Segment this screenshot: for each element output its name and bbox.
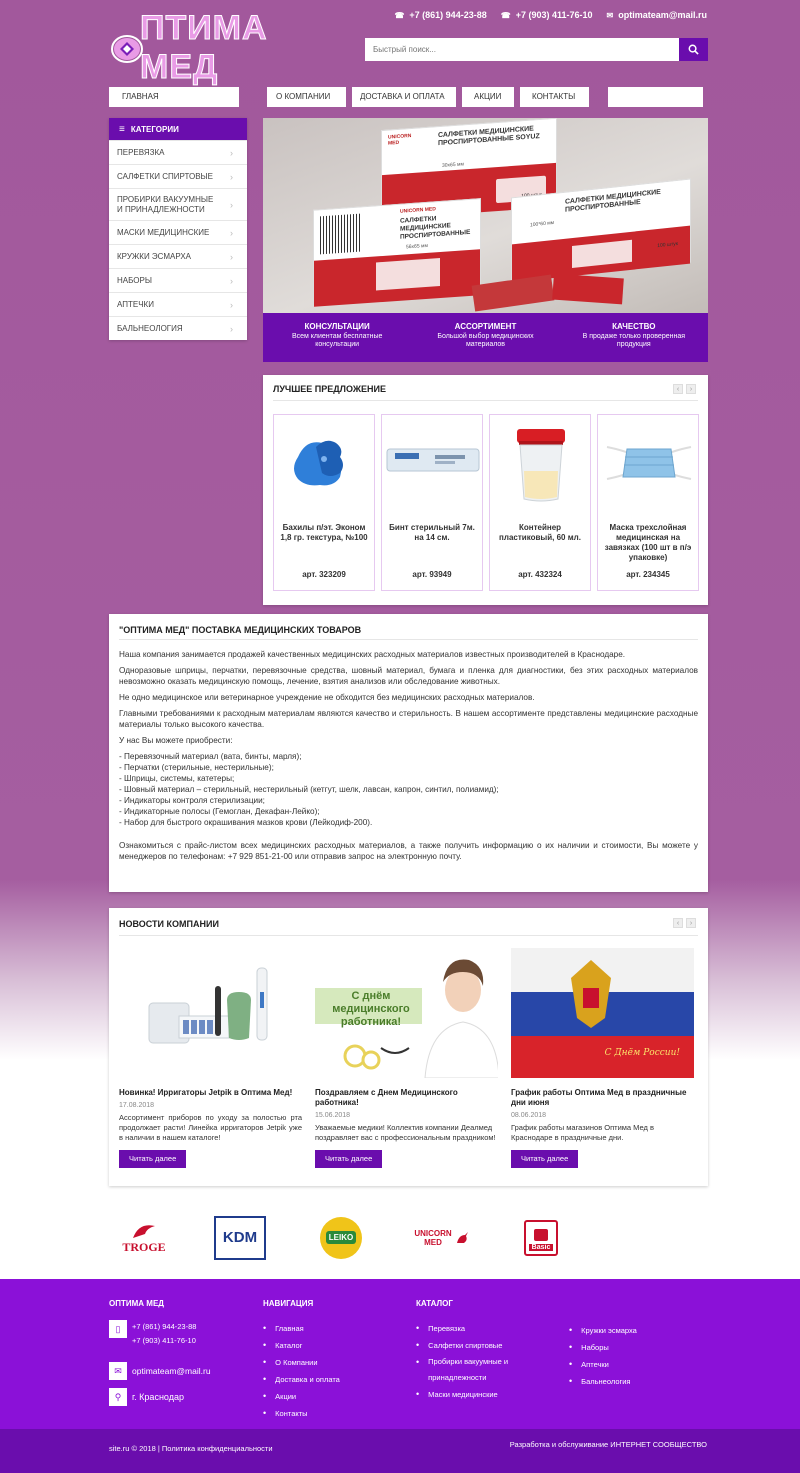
news-image-russia-day[interactable] bbox=[511, 948, 694, 1078]
footer-catalog: КАТАЛОГ • Перевязка • Салфетки спиртовые • Пробирки вакуумные и принадлежности • Маски медицинские bbox=[416, 1299, 536, 1403]
news-item bbox=[315, 948, 498, 1168]
brand-logo-leiko[interactable]: LEIKO bbox=[318, 1215, 364, 1260]
nav-contacts[interactable]: КОНТАКТЫ bbox=[520, 87, 589, 107]
list-item: - Индикаторные полосы (Гемоглан, Декафан-Лейко); bbox=[119, 807, 320, 816]
footer-phone-1[interactable]: +7 (861) 944-23-88 bbox=[132, 1322, 197, 1331]
about-title: "ОПТИМА МЕД" ПОСТАВКА МЕДИЦИНСКИХ ТОВАРОВ bbox=[119, 625, 362, 635]
nav-about[interactable]: О КОМПАНИИ bbox=[267, 87, 346, 107]
news-item-text: Уважаемые медики! Коллектив компании Деалмед поздравляет вас с профессиональным праздником! bbox=[315, 1123, 496, 1142]
banner-product-box: UNICORN MED САЛФЕТКИ МЕДИЦИНСКИЕ ПРОСПИРТОВАННЫЕ SOYUZ 30x65 мм bbox=[381, 118, 557, 218]
banner-features bbox=[263, 313, 708, 362]
nav-promo[interactable]: АКЦИИ bbox=[462, 87, 514, 107]
banner-sachet bbox=[552, 274, 624, 305]
product-name: Бинт стерильный 7м. на 14 см. bbox=[389, 523, 475, 542]
phone-1[interactable]: ☎ +7 (861) 944-23-88 bbox=[394, 10, 487, 20]
news-section bbox=[109, 908, 708, 1186]
product-name: Бахилы п/эт. Эконом 1,8 гр. текстура, №100 bbox=[280, 523, 368, 542]
news-image-medic-day[interactable] bbox=[315, 948, 498, 1078]
about-paragraph: Главными требованиями к расходным материалам являются качество и стерильность. В нашем ассортименте представлены медицинские расходные материалы только высокого качества. bbox=[119, 709, 698, 729]
footer-link[interactable]: Наборы bbox=[581, 1343, 609, 1352]
email-link[interactable]: ✉ optimateam@mail.ru bbox=[606, 10, 707, 20]
mask-image bbox=[603, 429, 695, 499]
chevron-right-icon: › bbox=[230, 227, 233, 238]
news-item-date: 08.06.2018 bbox=[511, 1112, 547, 1119]
footer-link[interactable]: Маски медицинские bbox=[428, 1390, 498, 1399]
footer-link[interactable]: Перевязка bbox=[428, 1324, 466, 1333]
mail-icon: ✉ bbox=[606, 11, 614, 20]
chevron-right-icon: › bbox=[230, 323, 233, 334]
best-offer-title: ЛУЧШЕЕ ПРЕДЛОЖЕНИЕ bbox=[273, 384, 386, 394]
footer-link[interactable]: Доставка и оплата bbox=[275, 1375, 340, 1384]
bottom-bar bbox=[0, 1429, 800, 1473]
news-item-text: График работы магазинов Оптима Мед в Краснодаре в праздничные дни. bbox=[511, 1123, 654, 1142]
sidebar-item-kits[interactable]: НАБОРЫ › bbox=[109, 268, 247, 292]
read-more-button[interactable]: Читать далее bbox=[511, 1150, 578, 1168]
best-offer-arrows bbox=[673, 384, 696, 394]
sidebar-item-firstaid[interactable]: АПТЕЧКИ › bbox=[109, 292, 247, 316]
footer-link[interactable]: Аптечки bbox=[581, 1360, 609, 1369]
arrow-right-icon[interactable]: › bbox=[686, 384, 696, 394]
footer-link[interactable]: Главная bbox=[275, 1324, 304, 1333]
promo-banner[interactable] bbox=[263, 118, 708, 362]
footer-link[interactable]: Контакты bbox=[275, 1409, 308, 1418]
search-icon bbox=[688, 44, 699, 55]
news-item-title[interactable]: Новинка! Ирригаторы Jetpik в Оптима Мед! bbox=[119, 1088, 293, 1097]
news-item-text: Ассортимент приборов по уходу за полостью рта продолжает расти! Линейка ирригаторов Jetpik уже в наличии в нашем каталоге! bbox=[119, 1113, 302, 1142]
phone-icon: ▯ bbox=[109, 1320, 127, 1338]
menu-icon: ≡ bbox=[119, 123, 125, 135]
about-paragraph: Ознакомиться с прайс-листом всех медицинских расходных материалов, а также получить информацию о их наличии и стоимости, Вы можете у менеджеров по телефонам: +7 929 851-21-00 или отправив запрос на электронную почту. bbox=[119, 841, 698, 861]
news-image-caption: С Днём России! bbox=[604, 1048, 680, 1058]
product-article: арт. 323209 bbox=[302, 570, 346, 579]
footer-catalog-2: • Кружки эсмарха • Наборы • Аптечки • Бальнеология bbox=[569, 1325, 637, 1386]
logo-mark-icon bbox=[110, 34, 144, 62]
footer-link[interactable]: О Компании bbox=[275, 1358, 318, 1367]
chevron-right-icon: › bbox=[230, 199, 233, 210]
sidebar-item-masks[interactable]: МАСКИ МЕДИЦИНСКИЕ › bbox=[109, 220, 247, 244]
product-card[interactable] bbox=[273, 414, 375, 591]
footer-link[interactable]: Кружки эсмарха bbox=[581, 1326, 637, 1335]
news-item-date: 15.06.2018 bbox=[315, 1112, 351, 1119]
footer-title: ОПТИМА МЕД bbox=[109, 1299, 164, 1308]
sidebar-item-balneology[interactable]: БАЛЬНЕОЛОГИЯ › bbox=[109, 316, 247, 340]
footer-contacts bbox=[109, 1299, 211, 1406]
category-sidebar bbox=[109, 118, 247, 340]
footer bbox=[0, 1279, 800, 1429]
product-name: Контейнер пластиковый, 60 мл. bbox=[499, 523, 581, 542]
read-more-button[interactable]: Читать далее bbox=[315, 1150, 382, 1168]
news-title: НОВОСТИ КОМПАНИИ bbox=[119, 919, 219, 929]
nav-delivery[interactable]: ДОСТАВКА И ОПЛАТА bbox=[352, 87, 456, 107]
sidebar-title: КАТЕГОРИИ bbox=[130, 124, 179, 134]
sidebar-item-wipes[interactable]: САЛФЕТКИ СПИРТОВЫЕ › bbox=[109, 164, 247, 188]
chevron-right-icon: › bbox=[230, 147, 233, 158]
list-item: - Индикаторы контроля стерилизации; bbox=[119, 796, 265, 805]
read-more-button[interactable]: Читать далее bbox=[119, 1150, 186, 1168]
news-arrows bbox=[673, 918, 696, 928]
arrow-left-icon[interactable]: ‹ bbox=[673, 918, 683, 928]
brand-logo-unicorn[interactable]: UNICORN MED bbox=[410, 1215, 470, 1260]
search-bar bbox=[365, 38, 708, 61]
product-article: арт. 234345 bbox=[626, 570, 670, 579]
mail-icon: ✉ bbox=[109, 1362, 127, 1380]
footer-city: г. Краснодар bbox=[132, 1392, 184, 1402]
footer-title: НАВИГАЦИЯ bbox=[263, 1299, 314, 1308]
about-paragraph: У нас Вы можете приобрести: bbox=[119, 736, 233, 745]
about-paragraph: Не одно медицинское или ветеринарное учреждение не обходится без медицинских расходных материалов. bbox=[119, 693, 535, 702]
logo-text: ПТИМА МЕД bbox=[140, 9, 268, 86]
sidebar-header bbox=[109, 118, 247, 140]
feature-assortment: АССОРТИМЕНТ Большой выбор медицинских материалов bbox=[437, 322, 534, 348]
unicorn-icon bbox=[455, 1231, 469, 1245]
search-input[interactable] bbox=[365, 38, 679, 61]
news-item-title[interactable]: График работы Оптима Мед в праздничные дни июня bbox=[511, 1088, 687, 1107]
about-text bbox=[119, 649, 698, 867]
nav-home[interactable]: ГЛАВНАЯ bbox=[109, 87, 239, 107]
footer-phone-2[interactable]: +7 (903) 411-76-10 bbox=[132, 1336, 196, 1345]
footer-title: КАТАЛОГ bbox=[416, 1299, 453, 1308]
product-card[interactable] bbox=[489, 414, 591, 591]
search-button[interactable] bbox=[679, 38, 708, 61]
site-logo[interactable] bbox=[110, 9, 345, 86]
chevron-right-icon: › bbox=[230, 251, 233, 262]
bandage-image bbox=[385, 443, 481, 477]
nav-catalog-bg bbox=[180, 87, 237, 107]
banner-product-box: САЛФЕТКИ МЕДИЦИНСКИЕ ПРОСПИРТОВАННЫЕ 100*60 мм 100 штук bbox=[511, 179, 691, 282]
developer-credit[interactable]: Разработка и обслуживание ИНТЕРНЕТ СООБЩЕСТВО bbox=[509, 1440, 707, 1449]
best-offer-panel bbox=[263, 375, 708, 605]
container-image bbox=[510, 425, 572, 505]
about-paragraph: Наша компания занимается продажей качественных медицинских расходных материалов известных производителей в Краснодаре. bbox=[119, 650, 626, 659]
list-item: - Шприцы, системы, катетеры; bbox=[119, 774, 235, 783]
product-card[interactable] bbox=[597, 414, 699, 591]
news-item-date: 17.08.2018 bbox=[119, 1102, 155, 1109]
list-item: - Набор для быстрого окрашивания мазков крови (Лейкодиф-200). bbox=[119, 818, 373, 827]
top-contacts bbox=[394, 10, 707, 20]
phone-icon: ☎ bbox=[500, 11, 511, 20]
news-image-irrigators[interactable] bbox=[119, 948, 302, 1078]
product-article: арт. 93949 bbox=[412, 570, 452, 579]
about-section bbox=[109, 614, 708, 892]
copyright[interactable]: site.ru © 2018 | Политика конфиденциальности bbox=[109, 1444, 273, 1453]
about-list bbox=[119, 751, 698, 828]
list-item: - Шовный материал – стерильный, нестерильный (кетгут, шелк, лавсан, капрон, синтил, полиамид); bbox=[119, 785, 499, 794]
brand-logo-troge[interactable]: TROGE bbox=[115, 1215, 173, 1260]
banner-sachet bbox=[472, 275, 555, 312]
chevron-right-icon: › bbox=[230, 171, 233, 182]
feature-quality: КАЧЕСТВО В продаже только проверенная продукция bbox=[582, 322, 686, 348]
banner-product-box: UNICORN MED САЛФЕТКИ МЕДИЦИНСКИЕ ПРОСПИРТОВАННЫЕ 56x65 мм bbox=[313, 198, 481, 306]
phone-2[interactable]: ☎ +7 (903) 411-76-10 bbox=[500, 10, 593, 20]
chevron-right-icon: › bbox=[230, 275, 233, 286]
news-item bbox=[511, 948, 694, 1168]
news-item-title[interactable]: Поздравляем с Днем Медицинского работника! bbox=[315, 1088, 458, 1107]
news-item bbox=[119, 948, 302, 1168]
nav-extra-box bbox=[608, 87, 703, 107]
brand-logo-basic[interactable]: Basic bbox=[522, 1215, 560, 1260]
footer-link[interactable]: Каталог bbox=[275, 1341, 303, 1350]
footer-link[interactable]: Пробирки вакуумные и принадлежности bbox=[428, 1357, 509, 1382]
chevron-right-icon: › bbox=[230, 299, 233, 310]
sidebar-item-esmarch[interactable]: КРУЖКИ ЭСМАРХА › bbox=[109, 244, 247, 268]
footer-link[interactable]: Бальнеология bbox=[581, 1377, 631, 1386]
arrow-right-icon[interactable]: › bbox=[686, 918, 696, 928]
product-name: Маска трехслойная медицинская на завязках (100 шт в п/э упаковке) bbox=[604, 523, 692, 562]
brand-logo-kdm[interactable]: KDM bbox=[214, 1215, 266, 1260]
list-item: - Перевязочный материал (вата, бинты, марля); bbox=[119, 752, 302, 761]
sidebar-item-bandage[interactable]: ПЕРЕВЯЗКА › bbox=[109, 140, 247, 164]
sidebar-item-tubes[interactable]: ПРОБИРКИ ВАКУУМНЫЕ И ПРИНАДЛЕЖНОСТИ › bbox=[109, 188, 247, 220]
news-image-caption: С днём медицинского работника! bbox=[332, 990, 410, 1028]
product-article: арт. 432324 bbox=[518, 570, 562, 579]
footer-email[interactable]: optimateam@mail.ru bbox=[132, 1366, 211, 1376]
about-paragraph: Одноразовые шприцы, перчатки, перевязочные средства, шовный материал, бумага и пленка для диагностики, без этих расходных материалов невозможно оказать медицинскую помощь, лечение, взятия анализов или обследование животных. bbox=[119, 666, 698, 686]
feature-consult: КОНСУЛЬТАЦИИ Всем клиентам бесплатные консультации bbox=[291, 322, 383, 348]
list-item: - Перчатки (стерильные, нестерильные); bbox=[119, 763, 274, 772]
phone-icon: ☎ bbox=[394, 11, 405, 20]
footer-link[interactable]: Салфетки спиртовые bbox=[428, 1341, 503, 1350]
map-pin-icon: ⚲ bbox=[109, 1388, 127, 1406]
shoe-covers-image bbox=[284, 427, 364, 497]
product-card[interactable] bbox=[381, 414, 483, 591]
footer-nav: НАВИГАЦИЯ • Главная • Каталог • О Компании • Доставка и оплата • Акции • Контакты bbox=[263, 1299, 340, 1418]
arrow-left-icon[interactable]: ‹ bbox=[673, 384, 683, 394]
footer-link[interactable]: Акции bbox=[275, 1392, 297, 1401]
